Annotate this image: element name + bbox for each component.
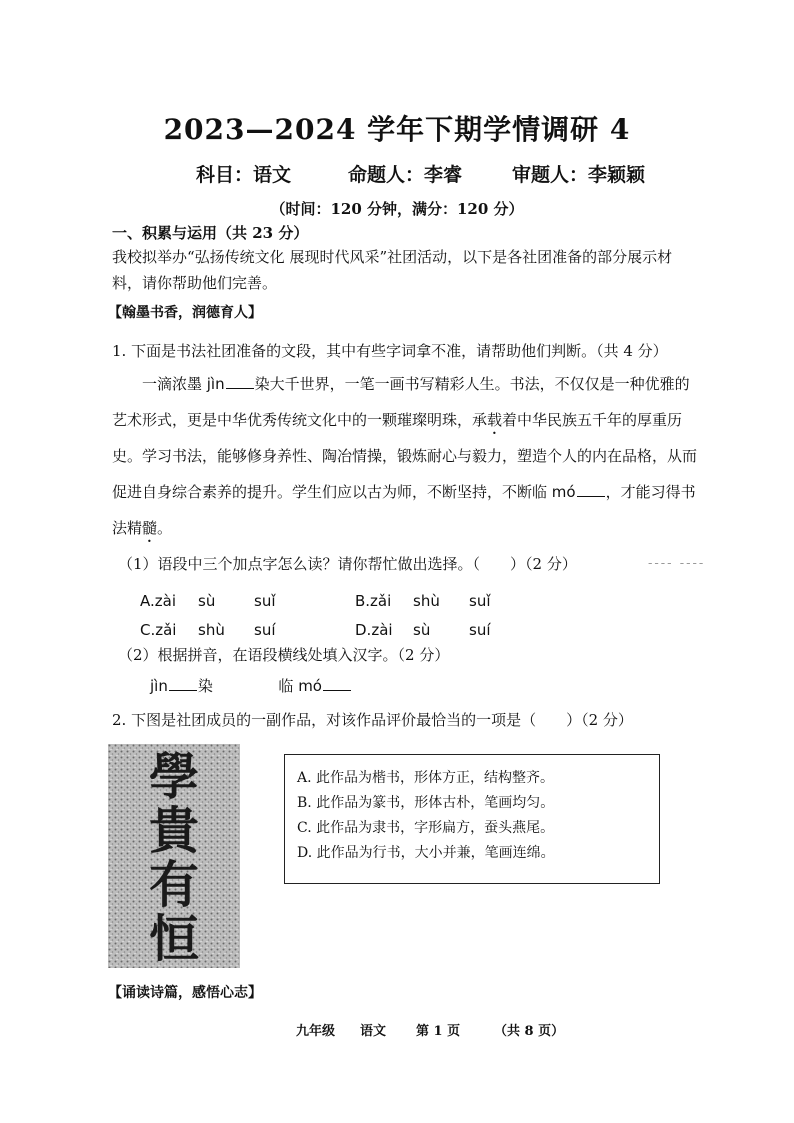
question2-stem: 2. 下图是社团成员的一副作品，对该作品评价最恰当的一项是（ ）（2 分）: [112, 711, 633, 729]
subquestion2-stem: （2）根据拼音，在语段横线处填入汉字。（2 分）: [118, 646, 450, 664]
reviewer-label: 审题人：李颖颖: [512, 164, 646, 186]
fill-blank-jin[interactable]: [169, 676, 197, 691]
theme2-heading: 【诵读诗篇，感悟心志】: [108, 985, 262, 1001]
passage-part: 着中华民族五千年的厚重历史。学习书法，能够修身养性、陶冶情操，锻炼耐心与毅力，塑造个人的内在品格，从而促进自身综合素养的提升。学生们应以古为师，不断坚持，不断临 mó: [112, 411, 698, 501]
page-title: 2023—2024 学年下期学情调研 4: [163, 113, 631, 146]
footer-page: 第 1 页: [416, 1024, 461, 1039]
fill-pinyin: 临 mó: [278, 677, 322, 695]
callig-char: 有: [149, 855, 199, 914]
q2-option-b[interactable]: B. 此作品为篆书，形体古朴，笔画均匀。: [297, 795, 555, 811]
passage-part: 一滴浓墨 jìn: [142, 375, 225, 393]
setter-label: 命题人：李睿: [348, 164, 463, 186]
dotted-char: 载: [487, 411, 503, 429]
question1-stem: 1. 下面是书法社团准备的文段，其中有些字词拿不准，请帮助他们判断。（共 4 分）: [112, 342, 668, 360]
answer-blank-jin[interactable]: [226, 374, 254, 389]
passage-part: 。: [157, 519, 173, 537]
callig-char: 學: [149, 747, 199, 806]
option-label: B.zǎi: [355, 592, 392, 610]
option-pinyin: shù: [413, 592, 440, 610]
calligraphy-rubbing-image: [108, 744, 240, 968]
option-pinyin: shù: [198, 621, 225, 639]
footer-subject: 语文: [360, 1024, 387, 1039]
callig-char: 貴: [149, 801, 199, 860]
q2-option-c[interactable]: C. 此作品为隶书，字形扁方，蚕头燕尾。: [297, 820, 555, 836]
section1-intro: 我校拟举办“弘扬传统文化 展现时代风采”社团活动，以下是各社团准备的部分展示材料，请你帮助他们完善。: [112, 248, 673, 292]
subject-label: 科目：语文: [196, 164, 292, 186]
passage-part: 璀璨明珠，承: [397, 411, 488, 429]
option-c[interactable]: [140, 621, 294, 639]
option-label: D.zài: [355, 621, 393, 639]
option-pinyin: sù: [413, 621, 431, 639]
section1-heading: 一、积累与运用（共 23 分）: [112, 224, 309, 242]
option-pinyin: suí: [254, 621, 276, 639]
rubbing-texture: [108, 744, 240, 968]
fill-pinyin: jìn: [150, 677, 168, 695]
option-pinyin: sù: [198, 592, 216, 610]
dotted-char: 髓: [142, 519, 158, 537]
theme1-heading: 【翰墨书香，润德育人】: [108, 305, 262, 321]
question2-options-box: [284, 754, 660, 884]
option-pinyin: suǐ: [469, 592, 491, 610]
fill-blank-mo[interactable]: [323, 676, 351, 691]
option-b[interactable]: [355, 592, 509, 610]
option-label: C.zǎi: [140, 621, 177, 639]
option-pinyin: suí: [469, 621, 491, 639]
option-label: A.zài: [140, 592, 176, 610]
option-pinyin: suǐ: [254, 592, 276, 610]
footer-grade: 九年级: [296, 1024, 336, 1039]
callig-char: 恒: [149, 909, 199, 968]
fill-in-line: [150, 675, 352, 696]
passage-part: ，才能习得书法精: [112, 483, 696, 537]
answer-blank-mo[interactable]: [577, 482, 605, 497]
option-d[interactable]: [355, 621, 509, 639]
subquestion1-stem: （1）语段中三个加点字怎么读？请你帮忙做出选择。（ ）（2 分）: [118, 555, 577, 573]
q2-option-a[interactable]: A. 此作品为楷书，形体方正，结构整齐。: [297, 770, 555, 786]
time-info: （时间：120 分钟，满分：120 分）: [270, 200, 524, 218]
faint-marks: ---- ----: [648, 556, 706, 571]
calligraphy-passage: [112, 366, 702, 546]
footer-total: （共 8 页）: [494, 1024, 565, 1039]
passage-part: 染大千世界，一笔一画书写精彩人生。书法，不仅仅是一种优雅的艺术形式，更是中华优秀传统文化中的一颗: [112, 375, 690, 429]
q2-option-d[interactable]: D. 此作品为行书，大小并兼，笔画连绵。: [297, 845, 555, 861]
fill-char: 染: [197, 677, 213, 695]
option-a[interactable]: [140, 592, 294, 610]
